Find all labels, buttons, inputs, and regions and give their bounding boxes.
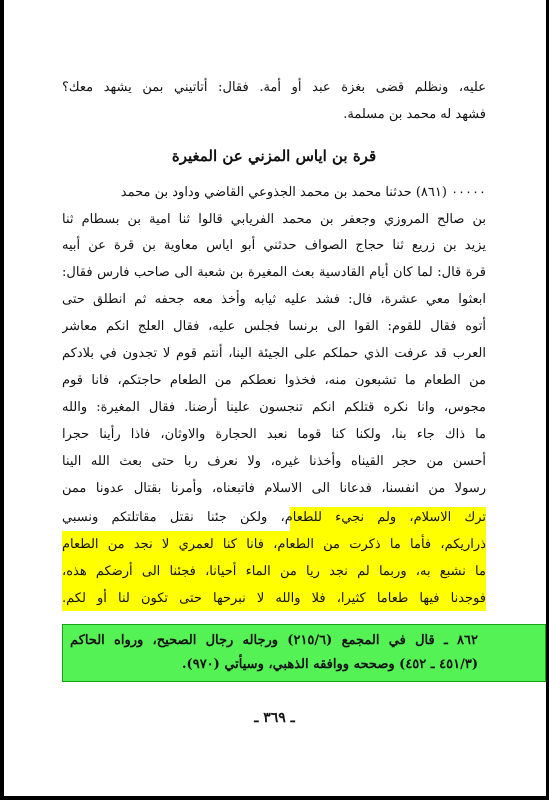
- footnote-line-2: (٤٥١/٣ ـ ٤٥٢) وصححه ووافقه الذهبي، وسيأتي (٩٧٠).: [182, 657, 478, 672]
- intro-line-1: عليه، ونظلم قضى بغزة عبد أو أمة. فقال: أتاتيني بمن يشهد معك؟: [62, 80, 486, 95]
- body-line: ٠٠٠٠٠ (٨٦١) حدثنا محمد بن محمد الجذوعي القاضي وداود بن محمد: [120, 185, 486, 200]
- section-title: قرة بن اياس المزني عن المغيرة: [171, 147, 377, 165]
- scan-border-bottom: [0, 796, 549, 800]
- footnote-line-1: ٨٦٢ ـ قال في المجمع (٢١٥/٦) ورجاله رجال الصحيح، ورواه الحاكم: [70, 633, 478, 648]
- body-line: يزيد بن زريع ثنا حجاج الصواف حدثني أبو اياس معاوية بن قرة عن أبيه: [62, 238, 486, 253]
- body-line-highlighted: فوجدنا فيها طعاما كثيرا، فلا والله لا نبرحها حتى تكون لنا أو لكم.: [62, 591, 486, 606]
- body-line: ما ذاك جاء بنا، ولكنا كنا قوما نعبد الحجارة والاوثان، فاذا رأينا حجرا: [62, 427, 486, 442]
- scan-border-left: [0, 0, 4, 800]
- body-line: من الطعام ما تشبعون منه، فخذوا نعطكم من الطعام حاجتكم، فانا قوم: [62, 373, 486, 388]
- body-line: قرة قال: لما كان أيام القادسية بعث المغيرة بن شعبة الى صاحب فارس فقال:: [62, 265, 486, 280]
- body-line-highlighted: ما نشبع به، وربما لم نجد ريا من الماء أحيانا، فجئنا الى أرضكم هذه،: [62, 564, 486, 579]
- body-line-highlighted: ذراريكم، فأما ما ذكرت من الطعام، فانا كنا لعمري لا نجد من الطعام: [62, 537, 486, 552]
- body-line: ابعثوا معي عشرة، فال: فشد عليه ثيابه وأخذ معه جحفه ثم انطلق حتى: [62, 292, 486, 307]
- body-line-highlighted: ترك الاسلام، ولم نجيء للطعام، ولكن جئنا نقتل مقاتلتكم ونسبي: [62, 510, 486, 525]
- body-line: أحسن من حجر القيناه وأخذنا غيره، ولا نعرف ربا حتى بعث الله الينا: [62, 454, 486, 469]
- body-line: رسولا من انفسنا، فدعانا الى الاسلام فاتبعناه، وأمرنا بقتال عدونا ممن: [62, 481, 486, 496]
- page-number: ـ ٣٦٩ ـ: [254, 710, 295, 726]
- body-line: العرب قد عرفت الذي حملكم على الجيئة الينا، أنتم قوم لا تجدون في بلادكم: [62, 346, 486, 361]
- body-line: مجوس، وانا نكره قتلكم انكم تنجسون علينا أرضنا. فقال المغيرة: والله: [62, 400, 486, 415]
- intro-line-2: فشهد له محمد بن مسلمة.: [343, 107, 486, 122]
- body-line: أتوه فقال للقوم: القوا الى برنسا فجلس عليه، فقال العلج انكم معاشر: [62, 319, 486, 334]
- body-line: بن صالح المروزي وجعفر بن محمد الفريابي قالوا ثنا امية بن بسطام ثنا: [62, 212, 486, 227]
